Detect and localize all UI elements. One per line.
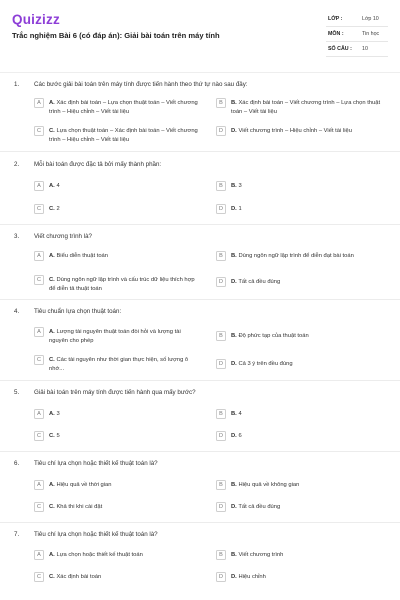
option-text: 4 [56,183,60,189]
option-prefix: B. [231,333,237,339]
page-title: Trắc nghiệm Bài 6 (có đáp án): Giải bài toán trên máy tính [12,31,220,40]
option-prefix: D. [231,206,237,212]
option-text: Dùng ngôn ngữ lập trình để diễn đạt bài toán [238,253,354,259]
option-text: 3 [56,411,60,417]
option-letter: C [34,502,44,512]
option-prefix: B. [231,183,237,189]
question-divider [0,522,400,523]
option-text: Dùng ngôn ngữ lập trình và cấu trúc dữ liệu thích hợp để diễn tả thuật toán [49,277,195,292]
option-letter: A [34,480,44,490]
option-prefix: A. [49,253,55,259]
question-number: 1. [14,81,20,88]
question-text: Viết chương trình là? [34,233,92,240]
option-text: Tất cả đều đúng [238,504,281,510]
option-letter: C [34,572,44,582]
option-letter: B [216,480,226,490]
option-prefix: C. [49,357,55,363]
question-divider [0,380,400,381]
option-text: Tất cả đều đúng [238,279,281,285]
option-prefix: C. [49,128,55,134]
option-prefix: C. [49,433,55,439]
meta-value: 10 [362,46,368,52]
meta-row-subject [326,27,388,42]
option-text: 6 [238,433,242,439]
option-letter: A [34,409,44,419]
option-text: 2 [56,206,60,212]
option-text: Lựa chọn thuật toán – Xác định bài toán – Viết chương trình – Hiệu chỉnh – Viết tài liệu [49,128,198,143]
meta-label: SỐ CÂU : [328,46,352,52]
question-number: 2. [14,161,20,168]
option-prefix: D. [231,433,237,439]
option-prefix: B. [231,253,237,259]
option-letter: A [34,327,44,337]
question-number: 3. [14,233,20,240]
option-text: Lựa chọn hoặc thiết kế thuật toán [56,552,143,558]
option-text: Hiệu chỉnh [238,574,266,580]
option-text: Khả thi khi cài đặt [56,504,103,510]
option-prefix: A. [49,329,55,335]
option-text: 5 [56,433,60,439]
option-prefix: B. [231,482,237,488]
question-number: 5. [14,389,20,396]
option-letter: B [216,550,226,560]
option-text: Độ phức tạp của thuật toán [238,333,309,339]
meta-value: Tin học [362,31,380,37]
option-letter: D [216,502,226,512]
option-text: 1 [238,206,242,212]
option-text: Xác định bài toán [56,574,102,580]
meta-row-count [326,42,388,57]
option-letter: C [34,355,44,365]
option-prefix: A. [49,100,55,106]
option-letter: C [34,275,44,285]
question-divider [0,151,400,152]
option-prefix: C. [49,574,55,580]
option-text: Các tài nguyên như thời gian thực hiện, số lượng ô nhớ... [49,357,189,372]
option-letter: A [34,98,44,108]
option-prefix: D. [231,279,237,285]
option-text: Viết chương trình – Hiệu chỉnh – Viết tài liệu [238,128,352,134]
option-prefix: A. [49,183,55,189]
meta-table [326,12,388,57]
question-text: Giải bài toán trên máy tính được tiến hành qua mấy bước? [34,389,196,396]
worksheet-header [0,0,400,66]
quizizz-logo[interactable]: Quizizz [12,12,60,27]
question-text: Tiêu chí lựa chọn hoặc thiết kế thuật toán là? [34,531,158,538]
option-prefix: A. [49,552,55,558]
option-prefix: C. [49,277,55,283]
option-prefix: D. [231,361,237,367]
option-prefix: C. [49,206,55,212]
meta-label: MÔN : [328,31,344,37]
option-letter: C [34,126,44,136]
meta-value: Lớp 10 [362,16,379,22]
option-text: 3 [238,183,242,189]
option-prefix: B. [231,100,237,106]
question-number: 4. [14,308,20,315]
option-text: Lượng tài nguyên thuật toán đòi hỏi và lượng tài nguyên cho phép [49,329,181,344]
option-letter: B [216,181,226,191]
question-text: Các bước giải bài toán trên máy tính được tiến hành theo thứ tự nào sau đây: [34,81,248,88]
meta-label: LỚP : [328,16,343,22]
option-prefix: B. [231,552,237,558]
meta-row-class [326,12,388,27]
option-letter: A [34,181,44,191]
option-letter: B [216,331,226,341]
question-divider [0,299,400,300]
option-text: Viết chương trình [238,552,284,558]
option-letter: D [216,277,226,287]
option-prefix: D. [231,574,237,580]
option-letter: B [216,251,226,261]
option-text: Hiệu quả về không gian [238,482,300,488]
option-letter: C [34,204,44,214]
question-number: 7. [14,531,20,538]
option-letter: B [216,98,226,108]
option-prefix: C. [49,504,55,510]
question-text: Tiêu chí lựa chọn hoặc thiết kế thuật toán là? [34,460,158,467]
option-text: Biểu diễn thuật toán [56,253,109,259]
option-text: Xác định bài toán – Viết chương trình – Lựa chọn thuật toán – Viết tài liệu [231,100,381,115]
option-prefix: D. [231,504,237,510]
option-letter: D [216,126,226,136]
question-divider [0,224,400,225]
option-letter: A [34,251,44,261]
option-prefix: D. [231,128,237,134]
option-prefix: B. [231,411,237,417]
option-prefix: A. [49,411,55,417]
option-text: Xác định bài toán – Lựa chọn thuật toán – Viết chương trình – Hiệu chỉnh – Viết tài liệu [49,100,198,115]
option-letter: B [216,409,226,419]
header-divider [0,72,400,73]
option-letter: C [34,431,44,441]
option-text: 4 [238,411,242,417]
option-text: Hiệu quả về thời gian [56,482,112,488]
option-letter: D [216,431,226,441]
option-prefix: A. [49,482,55,488]
option-letter: A [34,550,44,560]
option-text: Cả 3 ý trên đều đúng [238,361,293,367]
option-letter: D [216,359,226,369]
question-text: Tiêu chuẩn lựa chọn thuật toán: [34,308,122,315]
option-letter: D [216,204,226,214]
question-divider [0,451,400,452]
question-number: 6. [14,460,20,467]
option-letter: D [216,572,226,582]
question-text: Mỗi bài toán được đặc tả bởi mấy thành phần: [34,161,162,168]
